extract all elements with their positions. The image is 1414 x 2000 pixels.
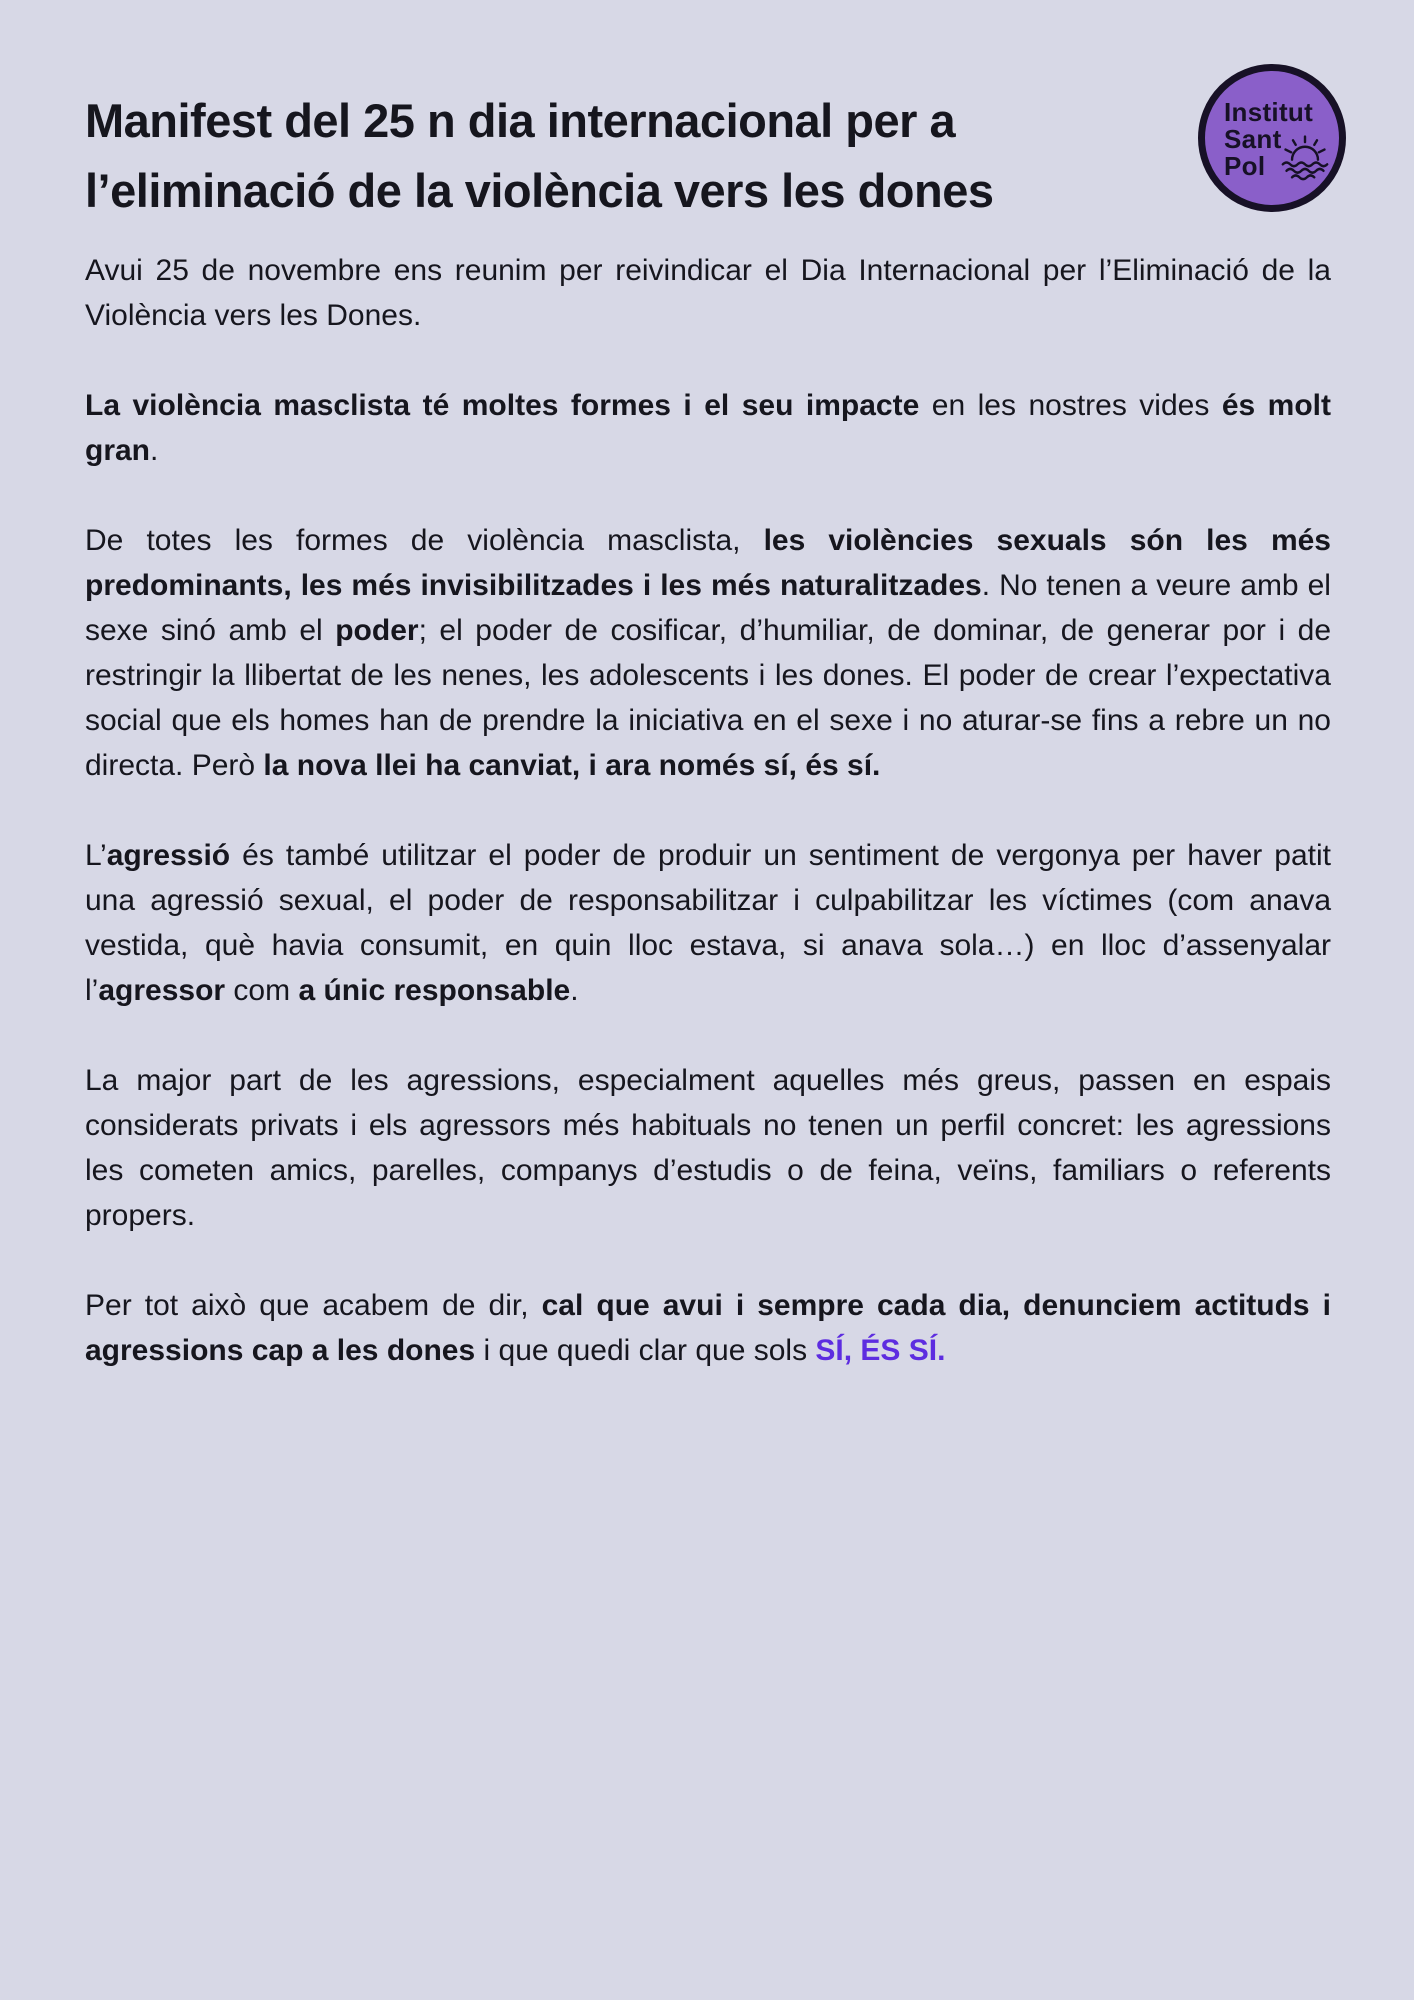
page-title bbox=[85, 86, 1185, 226]
text-run: L’ bbox=[85, 839, 107, 872]
text-run: en les nostres vides bbox=[919, 389, 1222, 422]
paragraph bbox=[85, 248, 1331, 338]
text-run-bold: cal que avui i sempre cada dia, denunciem actituds i agressions cap a les dones bbox=[85, 1289, 1331, 1367]
manifest-body bbox=[85, 248, 1331, 1418]
logo-text-line-2: Sant bbox=[1224, 124, 1282, 154]
text-run: . bbox=[150, 434, 159, 467]
text-run: De totes les formes de violència masclista, bbox=[85, 524, 764, 557]
text-run: Avui 25 de novembre ens reunim per reivindicar el Dia Internacional per l’Eliminació de la Violència vers les Dones. bbox=[85, 254, 1331, 332]
text-run: ; el poder de cosificar, d’humiliar, de dominar, de generar por i de restringir la llibertat de les nenes, les adolescents i les dones. El poder de crear l’expectativa social que els homes han de prendre la iniciativa en el sexe i no aturar-se fins a rebre un no directa. Però bbox=[85, 614, 1331, 782]
text-run: és també utilitzar el poder de produir un sentiment de vergonya per haver patit una agressió sexual, el poder de responsabilitzar i culpabilitzar les víctimes (com anava vestida, què havia consumit, en quin lloc estava, si anava sola…) en lloc d’assenyalar l’ bbox=[85, 839, 1331, 1007]
paragraph bbox=[85, 833, 1331, 1013]
school-logo bbox=[1198, 64, 1346, 212]
paragraph bbox=[85, 518, 1331, 788]
text-run: . No tenen a veure amb el sexe sinó amb el bbox=[85, 569, 1331, 647]
page-title-line-2: l’eliminació de la violència vers les dones bbox=[85, 164, 994, 217]
logo-text-line-3: Pol bbox=[1224, 151, 1266, 181]
text-run: i que quedi clar que sols bbox=[475, 1334, 816, 1367]
text-run-bold: agressor bbox=[98, 974, 226, 1007]
paragraph bbox=[85, 383, 1331, 473]
text-run-bold: les violències sexuals són les més predominants, les més invisibilitzades i les més naturalitzades bbox=[85, 524, 1331, 602]
text-run-bold: poder bbox=[335, 614, 419, 647]
text-run-bold: és molt gran bbox=[85, 389, 1332, 467]
text-run: Per tot això que acabem de dir, bbox=[85, 1289, 542, 1322]
text-run-bold: La violència masclista té moltes formes i el seu impacte bbox=[85, 389, 920, 422]
text-run-bold: a únic responsable bbox=[298, 974, 571, 1007]
page-title-line-1: Manifest del 25 n dia internacional per a bbox=[85, 94, 956, 147]
sun-over-waves-icon bbox=[1277, 131, 1333, 181]
logo-text-line-1: Institut bbox=[1224, 97, 1314, 127]
text-run-accent: SÍ, ÉS SÍ. bbox=[815, 1334, 946, 1367]
paragraph bbox=[85, 1058, 1331, 1238]
text-run: . bbox=[570, 974, 579, 1007]
text-run: La major part de les agressions, especialment aquelles més greus, passen en espais considerats privats i els agressors més habituals no tenen un perfil concret: les agressions les cometen amics, parelles, companys d’estudis o de feina, veïns, familiars o referents propers. bbox=[85, 1064, 1331, 1232]
text-run-bold: la nova llei ha canviat, i ara només sí, és sí. bbox=[263, 749, 881, 782]
text-run-bold: agressió bbox=[106, 839, 231, 872]
paragraph bbox=[85, 1283, 1331, 1373]
text-run: com bbox=[225, 974, 299, 1007]
